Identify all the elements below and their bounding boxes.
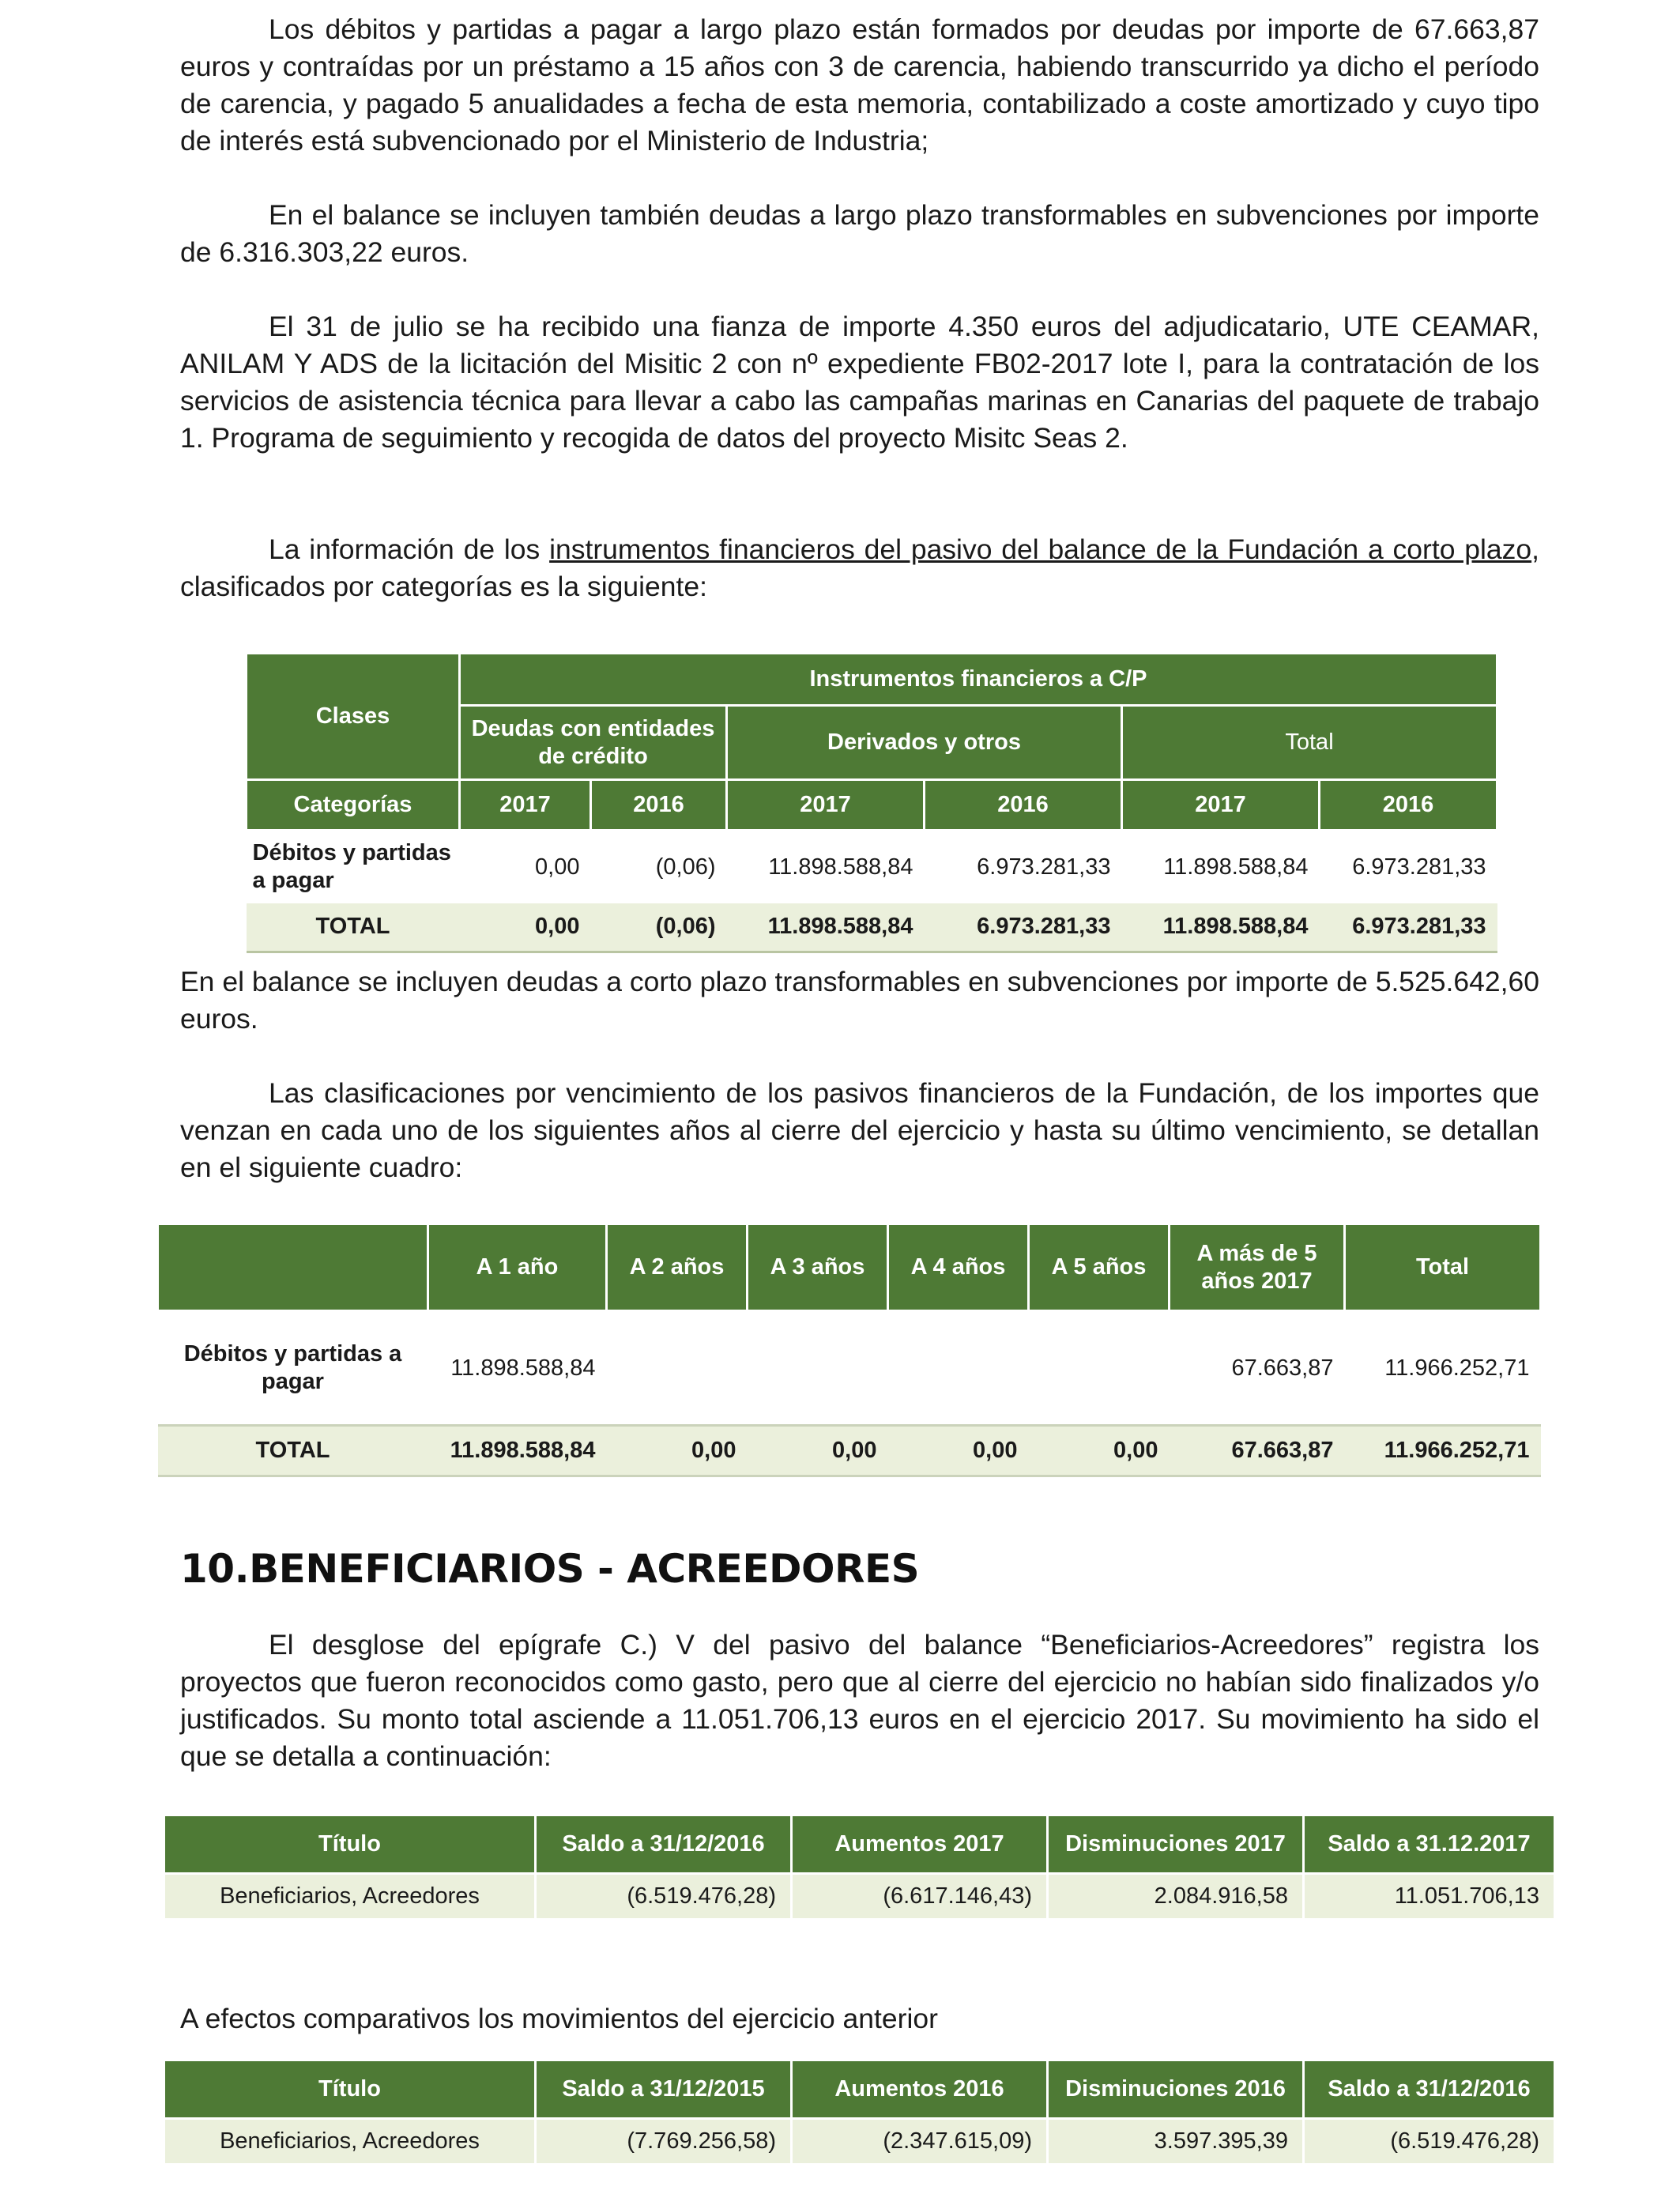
cell: 67.663,87 [1231,1355,1334,1381]
total-label: TOTAL [158,1426,428,1476]
cell: 11.898.588,84 [450,1355,596,1381]
cell: 6.973.281,33 [925,903,1122,952]
cell: 0,00 [460,903,591,952]
header-year: 2016 [591,780,727,831]
header-disminuciones: Disminuciones 2016 [1048,2060,1304,2119]
row-label: Beneficiarios, Acreedores [164,1874,536,1920]
header-year: 2017 [1122,780,1320,831]
cell: 11.898.588,84 [1122,903,1320,952]
paragraph-beneficiaries: El desglose del epígrafe C.) V del pasivo del balance “Beneficiarios-Acreedores” registra los proyectos que fueron reconocidos como gasto, pero que al cierre del ejercicio no habían sido finalizados y/o justificados. Su monto total asciende a 11.051.706,13 euros en el ejercicio 2017. Su movimiento ha sido el que se detalla a continuación: [180,1629,1539,1772]
cell: 11.898.588,84 [727,903,925,952]
cell: 67.663,87 [1170,1426,1345,1476]
header-year: 2017 [727,780,925,831]
cell: 0,00 [535,854,580,880]
header-saldo-inicial: Saldo a 31/12/2016 [536,1815,792,1874]
cell [748,1311,888,1426]
header-year-4: A 4 años [888,1224,1029,1311]
total-row [158,1426,1541,1476]
header-year: 2016 [925,780,1122,831]
cell: 6.973.281,33 [977,854,1111,880]
header-aumentos: Aumentos 2017 [792,1815,1048,1874]
header-clases: Clases [247,654,460,780]
cell: (7.769.256,58) [536,2119,792,2165]
table-row [164,2119,1555,2165]
short-term-instruments-table [245,652,1498,953]
cell: (0,06) [591,903,727,952]
table-row [247,831,1497,903]
cell: 0,00 [1029,1426,1170,1476]
cell [1029,1311,1170,1426]
cell: 11.898.588,84 [1163,854,1309,880]
cell [607,1311,748,1426]
cell: 3.597.395,39 [1048,2119,1304,2165]
header-saldo-final: Saldo a 31.12.2017 [1304,1815,1555,1874]
cell: 0,00 [748,1426,888,1476]
header-disminuciones: Disminuciones 2017 [1048,1815,1304,1874]
cell: (2.347.615,09) [792,2119,1048,2165]
header-saldo-inicial: Saldo a 31/12/2015 [536,2060,792,2119]
cell: 2.084.916,58 [1048,1874,1304,1920]
row-label: Débitos y partidas a pagar [252,840,451,894]
underlined-phrase: instrumentos financieros del pasivo del balance de la Fundación a corto plazo [549,533,1532,565]
cell [888,1311,1029,1426]
header-group: Instrumentos financieros a C/P [460,654,1497,706]
header-saldo-final: Saldo a 31/12/2016 [1304,2060,1555,2119]
total-row [247,903,1497,952]
header-year-1: A 1 año [428,1224,607,1311]
beneficiaries-2017-table [163,1814,1556,1921]
header-col-b: Derivados y otros [727,706,1122,780]
cell: 0,00 [607,1426,748,1476]
section-heading: 10.BENEFICIARIOS - ACREEDORES [180,1546,920,1592]
header-titulo: Título [164,1815,536,1874]
cell: (6.519.476,28) [536,1874,792,1920]
row-label: Beneficiarios, Acreedores [164,2119,536,2165]
cell: 6.973.281,33 [1352,854,1486,880]
header-aumentos: Aumentos 2016 [792,2060,1048,2119]
header-year-2: A 2 años [607,1224,748,1311]
header-total: Total [1345,1224,1541,1311]
paragraph-comparative: A efectos comparativos los movimientos del ejercicio anterior [180,2003,938,2034]
row-label: Débitos y partidas a pagar [183,1341,402,1394]
header-col-c: Total [1122,706,1497,780]
paragraph-long-term-debts: Los débitos y partidas a pagar a largo plazo están formados por deudas por importe de 67.663,87 euros y contraídas por un préstamo a 15 años con 3 de carencia, habiendo transcurrido ya dicho el período de carencia, y pagado 5 anualidades a fecha de esta memoria, contabilizado a coste amortizado y cuyo tipo de interés está subvencionado por el Ministerio de Industria; [180,13,1539,156]
header-year: 2016 [1320,780,1497,831]
beneficiaries-2016-table [163,2059,1556,2166]
paragraph-short-term-transformable: En el balance se incluyen deudas a corto plazo transformables en subvenciones por importe de 5.525.642,60 euros. [180,966,1539,1035]
header-year-3: A 3 años [748,1224,888,1311]
paragraph-deposit: El 31 de julio se ha recibido una fianza de importe 4.350 euros del adjudicatario, UTE CEAMAR, ANILAM Y ADS de la licitación del Misitic 2 con nº expediente FB02-2017 lote I, para la contratación de los servicios de asistencia técnica para llevar a cabo las campañas marinas en Canarias del paquete de trabajo 1. Programa de seguimiento y recogida de datos del proyecto Misitc Seas 2. [180,311,1539,454]
header-titulo: Título [164,2060,536,2119]
header-year: 2017 [460,780,591,831]
paragraph-transformable-debts: En el balance se incluyen también deudas a largo plazo transformables en subvenciones por importe de 6.316.303,22 euros. [180,199,1539,268]
cell: (6.617.146,43) [792,1874,1048,1920]
header-categorias: Categorías [247,780,460,831]
header-more-5: A más de 5 años 2017 [1170,1224,1345,1311]
cell: 11.898.588,84 [428,1426,607,1476]
cell: (6.519.476,28) [1304,2119,1555,2165]
paragraph-short-term-intro: La información de los instrumentos financieros del pasivo del balance de la Fundación a corto plazo, clasificados por categorías es la siguiente: [180,533,1539,602]
cell: 11.966.252,71 [1384,1355,1530,1381]
cell: 11.966.252,71 [1345,1426,1541,1476]
table-row [164,1874,1555,1920]
header-year-5: A 5 años [1029,1224,1170,1311]
table-row [158,1311,1541,1426]
cell: (0,06) [655,854,716,880]
header-col-a: Deudas con entidades de crédito [460,706,727,780]
paragraph-maturity-intro: Las clasificaciones por vencimiento de los pasivos financieros de la Fundación, de los importes que venzan en cada uno de los siguientes años al cierre del ejercicio y hasta su último vencimiento, se detallan en el siguiente cuadro: [180,1077,1539,1183]
cell: 11.898.588,84 [768,854,913,880]
maturity-table [156,1223,1542,1477]
cell: 11.051.706,13 [1304,1874,1555,1920]
cell: 0,00 [888,1426,1029,1476]
cell: 6.973.281,33 [1320,903,1497,952]
header-empty [158,1224,428,1311]
total-label: TOTAL [247,903,460,952]
